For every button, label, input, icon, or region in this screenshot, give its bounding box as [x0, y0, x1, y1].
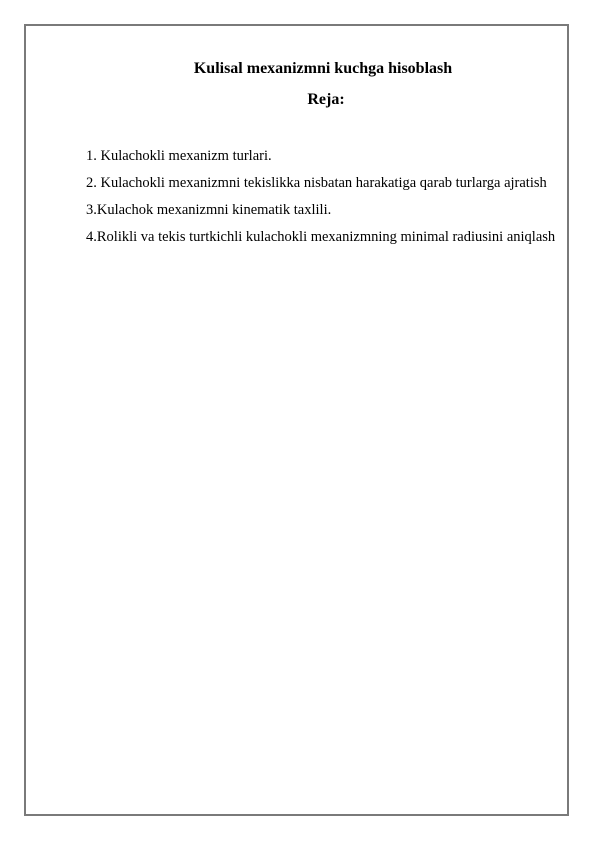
plan-item-4: 4.Rolikli va tekis turtkichli kulachokli mexanizmning minimal radiusini aniqlash [86, 229, 556, 245]
plan-item-1: 1. Kulachokli mexanizm turlari. [86, 148, 272, 164]
plan-heading: Reja: [307, 91, 345, 108]
document-title: Kulisal mexanizmni kuchga hisoblash [193, 60, 453, 77]
plan-item-3: 3.Kulachok mexanizmni kinematik taxlili. [86, 202, 332, 218]
plan-item-2: 2. Kulachokli mexanizmni tekislikka nisbatan harakatiga qarab turlarga ajratish [86, 175, 547, 191]
plan-list [86, 143, 556, 251]
